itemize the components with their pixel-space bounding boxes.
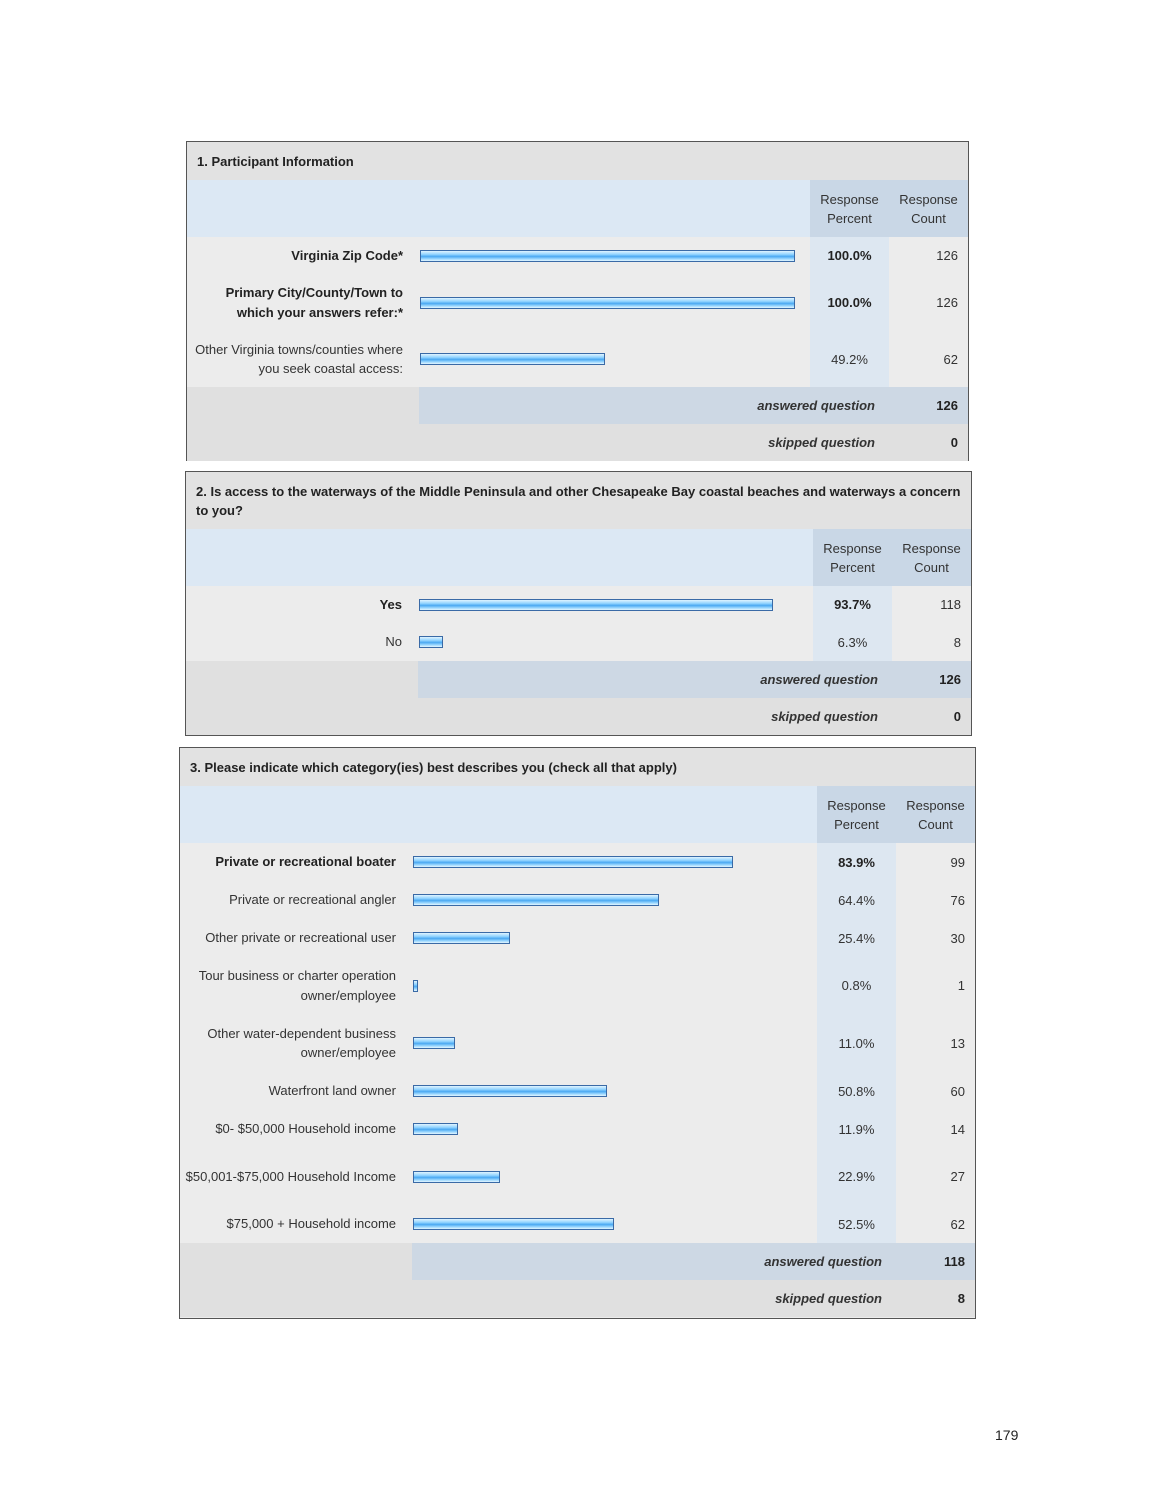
bar-cell xyxy=(404,881,817,919)
response-bar xyxy=(419,636,443,648)
response-percent: 50.8% xyxy=(817,1072,896,1110)
response-bar xyxy=(413,1085,607,1097)
answered-question-row xyxy=(187,387,968,424)
bar-cell xyxy=(404,1148,817,1205)
response-percent: 25.4% xyxy=(817,919,896,957)
question-1-table xyxy=(186,141,969,461)
row-label: Yes xyxy=(379,596,402,612)
table-row xyxy=(180,919,975,957)
table-row xyxy=(180,1205,975,1243)
rows xyxy=(180,843,975,1243)
table-row xyxy=(186,623,971,661)
row-label: $50,001-$75,000 Household Income xyxy=(185,1168,396,1184)
answered-label: answered question xyxy=(412,1243,896,1280)
table-header xyxy=(187,180,968,237)
row-label: Waterfront land owner xyxy=(268,1083,396,1099)
rows xyxy=(187,237,968,387)
table-row xyxy=(180,1072,975,1110)
response-percent: 100.0% xyxy=(810,274,889,331)
row-label: Private or recreational angler xyxy=(229,892,396,908)
response-percent-header: Response Percent xyxy=(813,529,892,586)
response-percent: 93.7% xyxy=(813,586,892,623)
response-percent: 6.3% xyxy=(813,623,892,661)
bar-cell xyxy=(404,1205,817,1243)
response-count: 30 xyxy=(950,930,965,946)
response-count-header: Response Count xyxy=(896,786,975,843)
response-bar xyxy=(420,297,795,309)
response-count: 13 xyxy=(950,1035,965,1051)
response-percent-header: Response Percent xyxy=(817,786,896,843)
answered-value: 118 xyxy=(896,1243,975,1280)
bar-cell xyxy=(404,843,817,881)
response-percent: 83.9% xyxy=(817,843,896,881)
table-row xyxy=(187,331,968,387)
response-percent: 100.0% xyxy=(810,237,889,274)
table-row xyxy=(187,274,968,331)
bar-cell xyxy=(404,1014,817,1072)
response-count: 27 xyxy=(950,1169,965,1184)
row-label: Other water-dependent business owner/employee xyxy=(207,1025,396,1060)
response-bar xyxy=(420,250,795,262)
bar-cell xyxy=(410,623,813,661)
response-bar xyxy=(413,1218,614,1230)
response-count: 118 xyxy=(940,597,961,612)
skipped-label: skipped question xyxy=(771,709,878,724)
table-row xyxy=(180,843,975,881)
bar-cell xyxy=(404,1110,817,1148)
page-number: 179 xyxy=(995,1427,1019,1443)
response-bar xyxy=(413,894,659,906)
response-count: 76 xyxy=(950,892,965,908)
table-header xyxy=(186,529,971,586)
table-header xyxy=(180,786,975,843)
response-bar xyxy=(413,856,733,868)
table-row xyxy=(180,1110,975,1148)
response-count: 99 xyxy=(950,854,965,870)
response-percent: 64.4% xyxy=(817,881,896,919)
skipped-label: skipped question xyxy=(768,435,875,450)
response-percent: 0.8% xyxy=(817,957,896,1014)
bar-cell xyxy=(404,919,817,957)
bar-cell xyxy=(411,237,810,274)
row-label: No xyxy=(385,634,402,650)
row-label: $0- $50,000 Household income xyxy=(215,1121,396,1137)
answered-question-row xyxy=(180,1243,975,1280)
answered-label: answered question xyxy=(419,387,889,424)
answered-value: 126 xyxy=(892,661,971,698)
question-title: 2. Is access to the waterways of the Middle Peninsula and other Chesapeake Bay coastal beaches and waterways a concern to you? xyxy=(186,472,971,529)
response-count-header: Response Count xyxy=(892,529,971,586)
table-row xyxy=(180,881,975,919)
question-title: 1. Participant Information xyxy=(187,142,968,180)
question-3-table xyxy=(179,747,976,1319)
response-count-header: Response Count xyxy=(889,180,968,237)
bar-cell xyxy=(410,586,813,623)
response-count: 62 xyxy=(943,351,958,367)
response-bar xyxy=(413,932,510,944)
table-row xyxy=(187,237,968,274)
response-bar xyxy=(419,599,773,611)
response-percent: 49.2% xyxy=(810,331,889,387)
response-percent: 11.9% xyxy=(817,1110,896,1148)
table-row xyxy=(180,957,975,1014)
row-label: Virginia Zip Code* xyxy=(291,247,403,263)
bar-cell xyxy=(411,274,810,331)
response-bar xyxy=(413,1123,458,1135)
response-percent-header: Response Percent xyxy=(810,180,889,237)
skipped-value: 8 xyxy=(957,1291,965,1306)
skipped-value: 0 xyxy=(953,709,961,724)
response-count: 62 xyxy=(950,1216,965,1232)
response-count: 8 xyxy=(953,634,961,650)
row-label: Private or recreational boater xyxy=(215,854,396,870)
question-title: 3. Please indicate which category(ies) best describes you (check all that apply) xyxy=(180,748,975,786)
response-bar xyxy=(413,1171,500,1183)
table-row xyxy=(180,1014,975,1072)
bar-cell xyxy=(411,331,810,387)
response-percent: 52.5% xyxy=(817,1205,896,1243)
response-bar xyxy=(413,1037,455,1049)
skipped-question-row xyxy=(180,1280,975,1317)
answered-label: answered question xyxy=(418,661,892,698)
answered-value: 126 xyxy=(889,387,968,424)
rows xyxy=(186,586,971,661)
response-count: 126 xyxy=(936,248,958,263)
skipped-value: 0 xyxy=(950,435,958,450)
response-percent: 22.9% xyxy=(817,1148,896,1205)
question-2-table xyxy=(185,471,972,736)
response-count: 1 xyxy=(957,978,965,993)
answered-question-row xyxy=(186,661,971,698)
row-label: $75,000 + Household income xyxy=(226,1216,396,1232)
row-label: Other private or recreational user xyxy=(205,930,396,946)
response-count: 60 xyxy=(950,1083,965,1099)
bar-cell xyxy=(404,1072,817,1110)
skipped-question-row xyxy=(186,698,971,735)
response-bar xyxy=(413,980,418,992)
response-bar xyxy=(420,353,605,365)
skipped-label: skipped question xyxy=(775,1291,882,1306)
table-row xyxy=(186,586,971,623)
row-label: Primary City/County/Town to which your answers refer:* xyxy=(225,285,403,320)
response-count: 126 xyxy=(936,295,958,310)
table-row xyxy=(180,1148,975,1205)
response-percent: 11.0% xyxy=(817,1014,896,1072)
bar-cell xyxy=(404,957,817,1014)
row-label: Other Virginia towns/counties where you seek coastal access: xyxy=(195,341,403,376)
row-label: Tour business or charter operation owner/employee xyxy=(198,968,396,1003)
response-count: 14 xyxy=(950,1121,965,1137)
skipped-question-row xyxy=(187,424,968,461)
